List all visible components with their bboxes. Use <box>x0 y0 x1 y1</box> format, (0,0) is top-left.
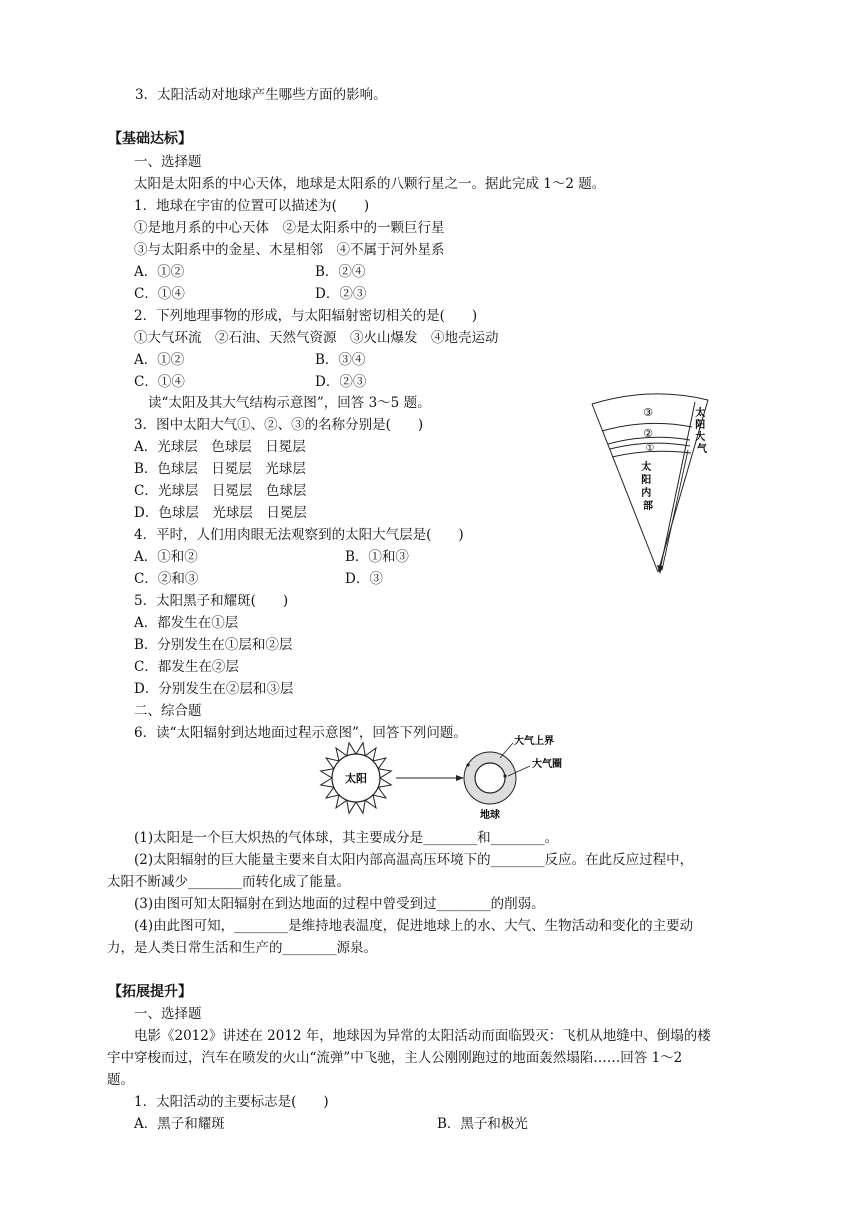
section-title: 一、选择题 <box>134 154 202 170</box>
earth-label: 地球 <box>480 810 500 821</box>
section-title: 一、选择题 <box>134 1006 202 1022</box>
option-d: D．色球层 光球层 日冕层 <box>134 505 307 521</box>
option-a: A．①② <box>134 352 185 368</box>
question-items: ①大气环流 ②石油、天然气资源 ③火山爆发 ④地壳运动 <box>134 330 499 346</box>
interior-label: 太 阳 内 部 <box>641 462 653 512</box>
question-stem: 4．平时，人们用肉眼无法观察到的太阳大气层是( ) <box>134 527 464 543</box>
sub-question: 力，是人类日常生活和生产的________源泉。 <box>107 940 377 956</box>
sub-question: (2)太阳辐射的巨大能量主要来自太阳内部高温高压环境下的________反应。在此反应过程中， <box>134 852 694 868</box>
question-intro: 读“太阳及其大气结构示意图”，回答 3～5 题。 <box>148 395 431 411</box>
option-c: C．光球层 日冕层 色球层 <box>134 483 307 499</box>
question-stem: 3．图中太阳大气①、②、③的名称分别是( ) <box>134 417 424 433</box>
option-c: C．①④ <box>134 374 185 390</box>
option-d: D．②③ <box>315 374 367 390</box>
question-intro: 电影《2012》讲述在 2012 年，地球因为异常的太阳活动而面临毁灭：飞机从地缝中、倒塌的楼 <box>134 1028 711 1044</box>
question-intro: 太阳是太阳系的中心天体，地球是太阳系的八颗行星之一。据此完成 1～2 题。 <box>134 176 606 192</box>
question-text: 3．太阳活动对地球产生哪些方面的影响。 <box>135 87 387 103</box>
option-b: B．①和③ <box>345 549 409 565</box>
sub-question: (1)太阳是一个巨大炽热的气体球，其主要成分是________和________。 <box>134 830 559 846</box>
option-d: D．分别发生在②层和③层 <box>134 681 294 697</box>
option-a: A．都发生在①层 <box>134 615 239 631</box>
arrow-line <box>662 450 688 570</box>
layer-label-1: ① <box>645 443 655 454</box>
question-items: ③与太阳系中的金星、木星相邻 ④不属于河外星系 <box>134 242 445 258</box>
option-d: D．③ <box>345 571 383 587</box>
atmosphere-label: 太 阳 大 气 <box>695 408 707 455</box>
section-title: 二、综合题 <box>134 703 202 719</box>
question-stem: 6．读“太阳辐射到达地面过程示意图”，回答下列问题。 <box>134 725 467 741</box>
option-b: B．②④ <box>315 264 366 280</box>
option-a: A．①② <box>134 264 185 280</box>
option-b: B．色球层 日冕层 光球层 <box>134 461 306 477</box>
arrow-line <box>660 402 695 570</box>
sun-structure-diagram <box>588 390 720 582</box>
section-heading-basic: 【基础达标】 <box>108 131 192 147</box>
section-heading-extend: 【拓展提升】 <box>108 984 192 1000</box>
layer-label-3: ③ <box>643 406 653 419</box>
layer-label-2: ② <box>643 427 653 440</box>
radiation-arrowhead <box>456 775 464 781</box>
question-intro: 题。 <box>107 1072 134 1088</box>
solar-radiation-diagram <box>318 735 574 825</box>
question-items: ①是地月系的中心天体 ②是太阳系中的一颗巨行星 <box>134 220 445 236</box>
sub-question: (3)由图可知太阳辐射在到达地面的过程中曾受到过________的削弱。 <box>134 896 545 912</box>
option-c: C．②和③ <box>134 571 199 587</box>
option-c: C．①④ <box>134 286 185 302</box>
option-b: B．③④ <box>315 352 366 368</box>
question-intro: 宇中穿梭而过，汽车在喷发的火山“流弹”中飞驰，主人公刚刚跑过的地面轰然塌陷……回答 1～2 <box>107 1050 683 1066</box>
option-a: A．光球层 色球层 日冕层 <box>134 439 306 455</box>
question-stem: 1．地球在宇宙的位置可以描述为( ) <box>134 198 370 214</box>
option-d: D．②③ <box>315 286 367 302</box>
question-stem: 2．下列地理事物的形成，与太阳辐射密切相关的是( ) <box>134 308 478 324</box>
sub-question: (4)由此图可知，________是维持地表温度，促进地球上的水、大气、生物活动和变化的主要动 <box>134 918 694 934</box>
point-marker <box>503 774 506 777</box>
atmosphere-label: 大气圈 <box>532 759 562 770</box>
sub-question: 太阳不断减少________而转化成了能量。 <box>107 874 350 890</box>
leader-line <box>500 743 513 758</box>
option-c: C．都发生在②层 <box>134 659 239 675</box>
option-a: A．黑子和耀斑 <box>134 1116 225 1132</box>
question-stem: 1．太阳活动的主要标志是( ) <box>134 1094 329 1110</box>
question-stem: 5．太阳黑子和耀斑( ) <box>134 593 289 609</box>
option-a: A．①和② <box>134 549 198 565</box>
point-marker <box>466 763 469 766</box>
option-b: B．黑子和极光 <box>437 1116 528 1132</box>
top-of-atmosphere-label: 大气上界 <box>514 736 554 747</box>
option-b: B．分别发生在①层和②层 <box>134 637 293 653</box>
earth-disk <box>475 763 505 793</box>
layer-boundary <box>592 394 708 404</box>
sun-label: 太阳 <box>345 772 367 785</box>
